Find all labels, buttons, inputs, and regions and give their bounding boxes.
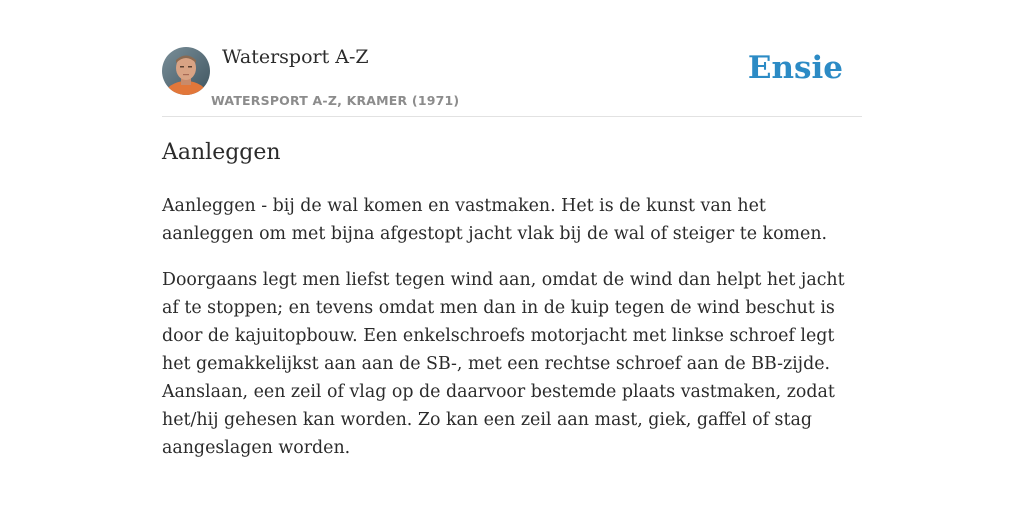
entry-body	[162, 192, 862, 480]
avatar[interactable]	[162, 47, 210, 95]
entry-header	[162, 0, 862, 117]
author-name[interactable]: Watersport A-Z	[222, 46, 369, 68]
source-label[interactable]: WATERSPORT A-Z, KRAMER (1971)	[211, 93, 460, 108]
entry-paragraph: Doorgaans legt men liefst tegen wind aan, omdat de wind dan helpt het jacht af te stoppen; en tevens omdat men dan in de kuip tegen de wind beschut is door de kajuitopbouw. Een enkelschroefs motorjacht met linkse schroef legt het gemakkelijkst aan aan de SB-, met een rechtse schroef aan de BB-zijde. Aanslaan, een zeil of vlag op de daarvoor bestemde plaats vastmaken, zodat het/hij gehesen kan worden. Zo kan een zeil aan mast, giek, gaffel of stag aangeslagen worden.	[162, 270, 845, 458]
entry-card	[162, 0, 862, 512]
person-portrait-icon	[162, 47, 210, 95]
brand-logo[interactable]: Ensie	[747, 50, 843, 86]
entry-title: Aanleggen	[162, 140, 281, 165]
entry-paragraph: Aanleggen - bij de wal komen en vastmaken. Het is de kunst van het aanleggen om met bijna afgestopt jacht vlak bij de wal of steiger te komen.	[162, 196, 828, 244]
